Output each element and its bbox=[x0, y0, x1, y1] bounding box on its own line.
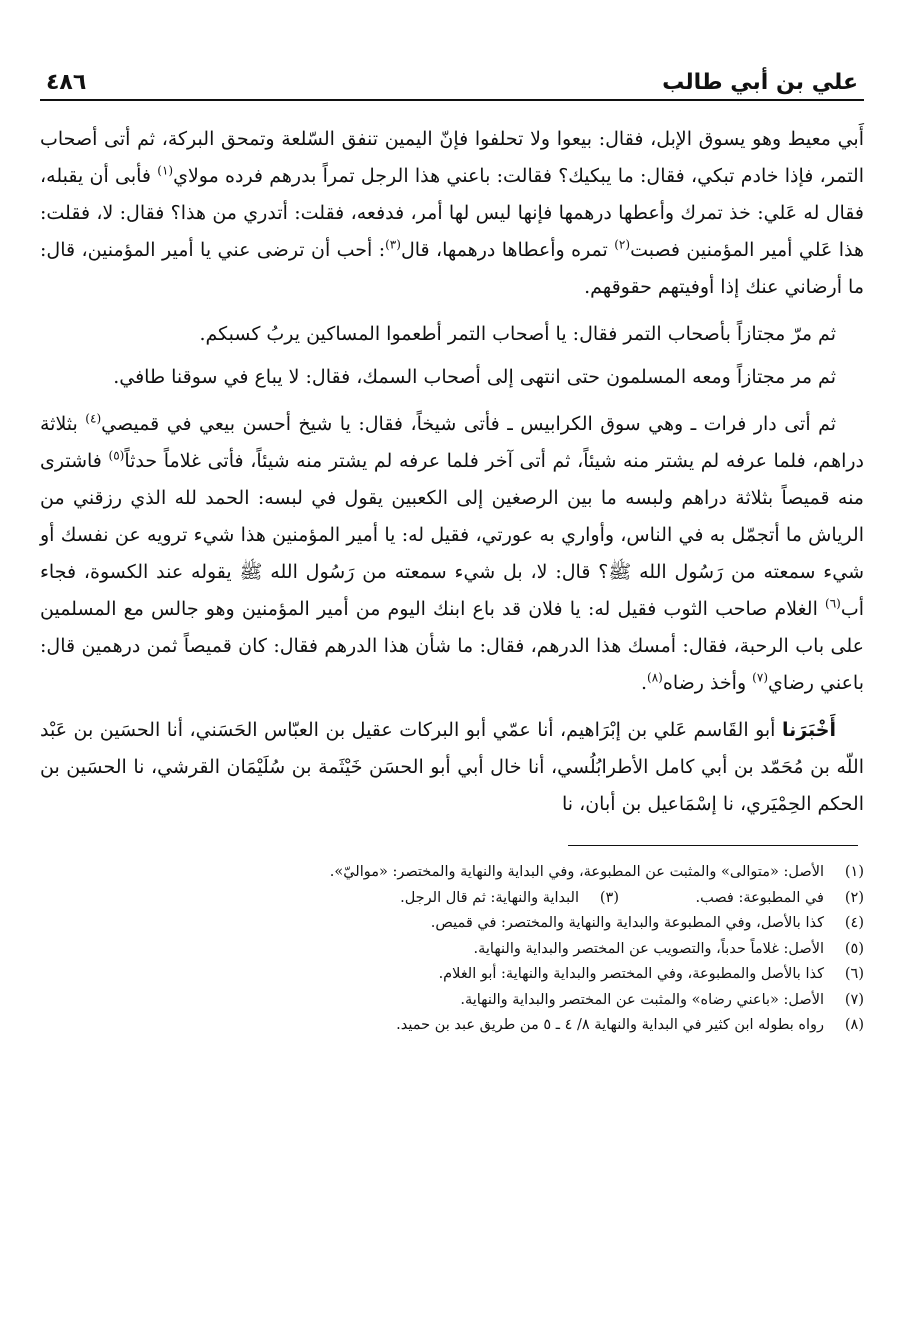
footnote-number: (٢) bbox=[844, 889, 864, 906]
footnote bbox=[40, 962, 864, 988]
text-run: تمره وأعطاها درهمها، قال bbox=[400, 239, 615, 261]
footnote-marker: (١) bbox=[157, 163, 174, 178]
footnote-text: كذا بالأصل والمطبوعة، وفي المختصر والبداية والنهاية: أبو الغلام. bbox=[438, 966, 824, 982]
footnote-text: البداية والنهاية: ثم قال الرجل. bbox=[400, 889, 579, 906]
footnote-number: (٤) bbox=[844, 915, 864, 931]
footnote-number: (٨) bbox=[844, 1017, 864, 1033]
text-run: فأبى أن يقبله، فقال له عَلي: خذ تمرك وأعطها درهمها فإنها ليس لها أمر، فدفعه، فقلت: أتدري من هذا؟ فقال: لا، فقلت: هذا عَلي أمير المؤمنين فصبت bbox=[40, 165, 864, 261]
footnote-marker: (٣) bbox=[385, 237, 401, 252]
paragraph bbox=[40, 406, 864, 702]
footnote-marker: (٥) bbox=[108, 448, 125, 463]
text-run: . bbox=[640, 672, 648, 694]
footnote-text: الأصل: «متوالى» والمثبت عن المطبوعة، وفي البداية والنهاية والمختصر: «مواليّ». bbox=[329, 864, 824, 880]
text-run: أَبي معيط وهو يسوق الإبل، فقال: بيعوا ولا تحلفوا فإنّ اليمين تنفق السّلعة وتمحق البركة، ثم أتى أصحاب التمر، فإذا خادم تبكي، فقال: ما يبكيك؟ فقالت: باعني هذا الرجل تمراً بدرهم فرده مولاي bbox=[40, 128, 864, 187]
text-run: وأخذ رضاه bbox=[662, 672, 753, 694]
paragraph bbox=[40, 712, 864, 823]
footnote-number: (٧) bbox=[844, 991, 864, 1008]
footnote-marker: (٢) bbox=[614, 237, 631, 252]
footnote bbox=[40, 937, 864, 963]
footnote-number: (٦) bbox=[844, 966, 864, 982]
main-text bbox=[40, 121, 864, 823]
footnote-marker: (٧) bbox=[752, 670, 768, 685]
text-run: الغلام صاحب الثوب فقيل له: يا فلان قد باع ابنك اليوم من أمير المؤمنين وهو جالس مع المسلمين على باب الرحبة، فقال: أمسك هذا الدرهم، فقال: ما شأن هذا الدرهم فقال: كان قميصاً ثمن درهمين قال: باعني رضاي bbox=[40, 598, 864, 694]
running-header bbox=[40, 55, 864, 101]
footnote bbox=[40, 988, 864, 1014]
footnote bbox=[40, 911, 864, 937]
footnote bbox=[400, 886, 619, 912]
footnotes bbox=[40, 860, 864, 1039]
footnote-pair bbox=[40, 886, 864, 912]
footnote-text: كذا بالأصل، وفي المطبوعة والبداية والنهاية والمختصر: في قميص. bbox=[430, 915, 824, 931]
footnote-text: رواه بطوله ابن كثير في البداية والنهاية ٨/ ٤ ـ ٥ من طريق عبد بن حميد. bbox=[396, 1017, 824, 1033]
text-run: ثم أتى دار فرات ـ وهي سوق الكرابيس ـ فأتى شيخاً، فقال: يا شيخ أحسن بيعي في قميصي bbox=[101, 413, 836, 435]
footnote bbox=[40, 860, 864, 886]
footnote-marker: (٦) bbox=[825, 596, 841, 611]
text-run: : أحب أن ترضى عني يا أمير المؤمنين، قال: ما أرضاني عنك إذا أوفيتهم حقوقهم. bbox=[40, 239, 864, 298]
footnote-number: (١) bbox=[844, 864, 864, 880]
footnote-marker: (٨) bbox=[647, 670, 663, 685]
text-run: بثلاثة دراهم، فلما عرفه لم يشتر منه شيئاً، ثم أتى آخر فلما عرفه لم يشتر منه شيئاً، فأتى غلاماً حدثاً bbox=[40, 413, 865, 472]
paragraph: ثم مر مجتازاً ومعه المسلمون حتى انتهى إلى أصحاب السمك، فقال: لا يباع في سوقنا طافي. bbox=[113, 366, 836, 388]
footnote bbox=[40, 1013, 864, 1039]
footnote-marker: (٤) bbox=[85, 411, 102, 426]
book-page bbox=[40, 55, 864, 1039]
footnote bbox=[619, 886, 864, 912]
footnote-text: الأصل: «باعني رضاه» والمثبت عن المختصر والبداية والنهاية. bbox=[460, 991, 824, 1008]
paragraph bbox=[40, 121, 864, 306]
text-run: فاشترى منه قميصاً بثلاثة دراهم ولبسه ما بين الرصغين إلى الكعبين يقول في لبسه: الحمد لله الذي رزقني من الرياش ما أتجمّل به في الناس، وأواري به عورتي، فقيل له: يا أمير المؤمنين هذا شيء ترويه عن نفسك أو شيء سمعته من رَسُول الله ﷺ؟ قال: لا، بل شيء سمعته من رَسُول الله ﷺ يقوله عند الكسوة، فجاء أب bbox=[40, 450, 864, 620]
footnote-text: في المطبوعة: فصب. bbox=[695, 889, 824, 906]
footnote-number: (٣) bbox=[599, 889, 619, 906]
footnote-text: الأصل: غلاماً حدباً، والتصويب عن المختصر والبداية والنهاية. bbox=[473, 940, 824, 957]
lead-word: أَخْبَرَنا bbox=[781, 719, 836, 741]
paragraph: ثم مرّ مجتازاً بأصحاب التمر فقال: يا أصحاب التمر أطعموا المساكين يربُ كسبكم. bbox=[199, 323, 836, 345]
footnote-divider bbox=[568, 845, 858, 846]
text-run: أبو القَاسم عَلي بن إبْرَاهيم، أنا عمّي أبو البركات عقيل بن العبّاس الحَسَني، أنا الحسَين بن عَبْد اللّه بن مُحَمّد بن أبي كامل الأطرابُلُسي، أنا خال أبي أبو الحسَن خَيْثَمة بن سُلَيْمَان القرشي، نا الحسَين بن الحكم الحِمْيَري، نا إسْمَاعيل بن أبان، نا bbox=[40, 719, 864, 815]
footnote-number: (٥) bbox=[844, 940, 864, 957]
page-number: ٤٨٦ bbox=[46, 70, 87, 95]
running-title: علي بن أبي طالب bbox=[662, 70, 858, 95]
